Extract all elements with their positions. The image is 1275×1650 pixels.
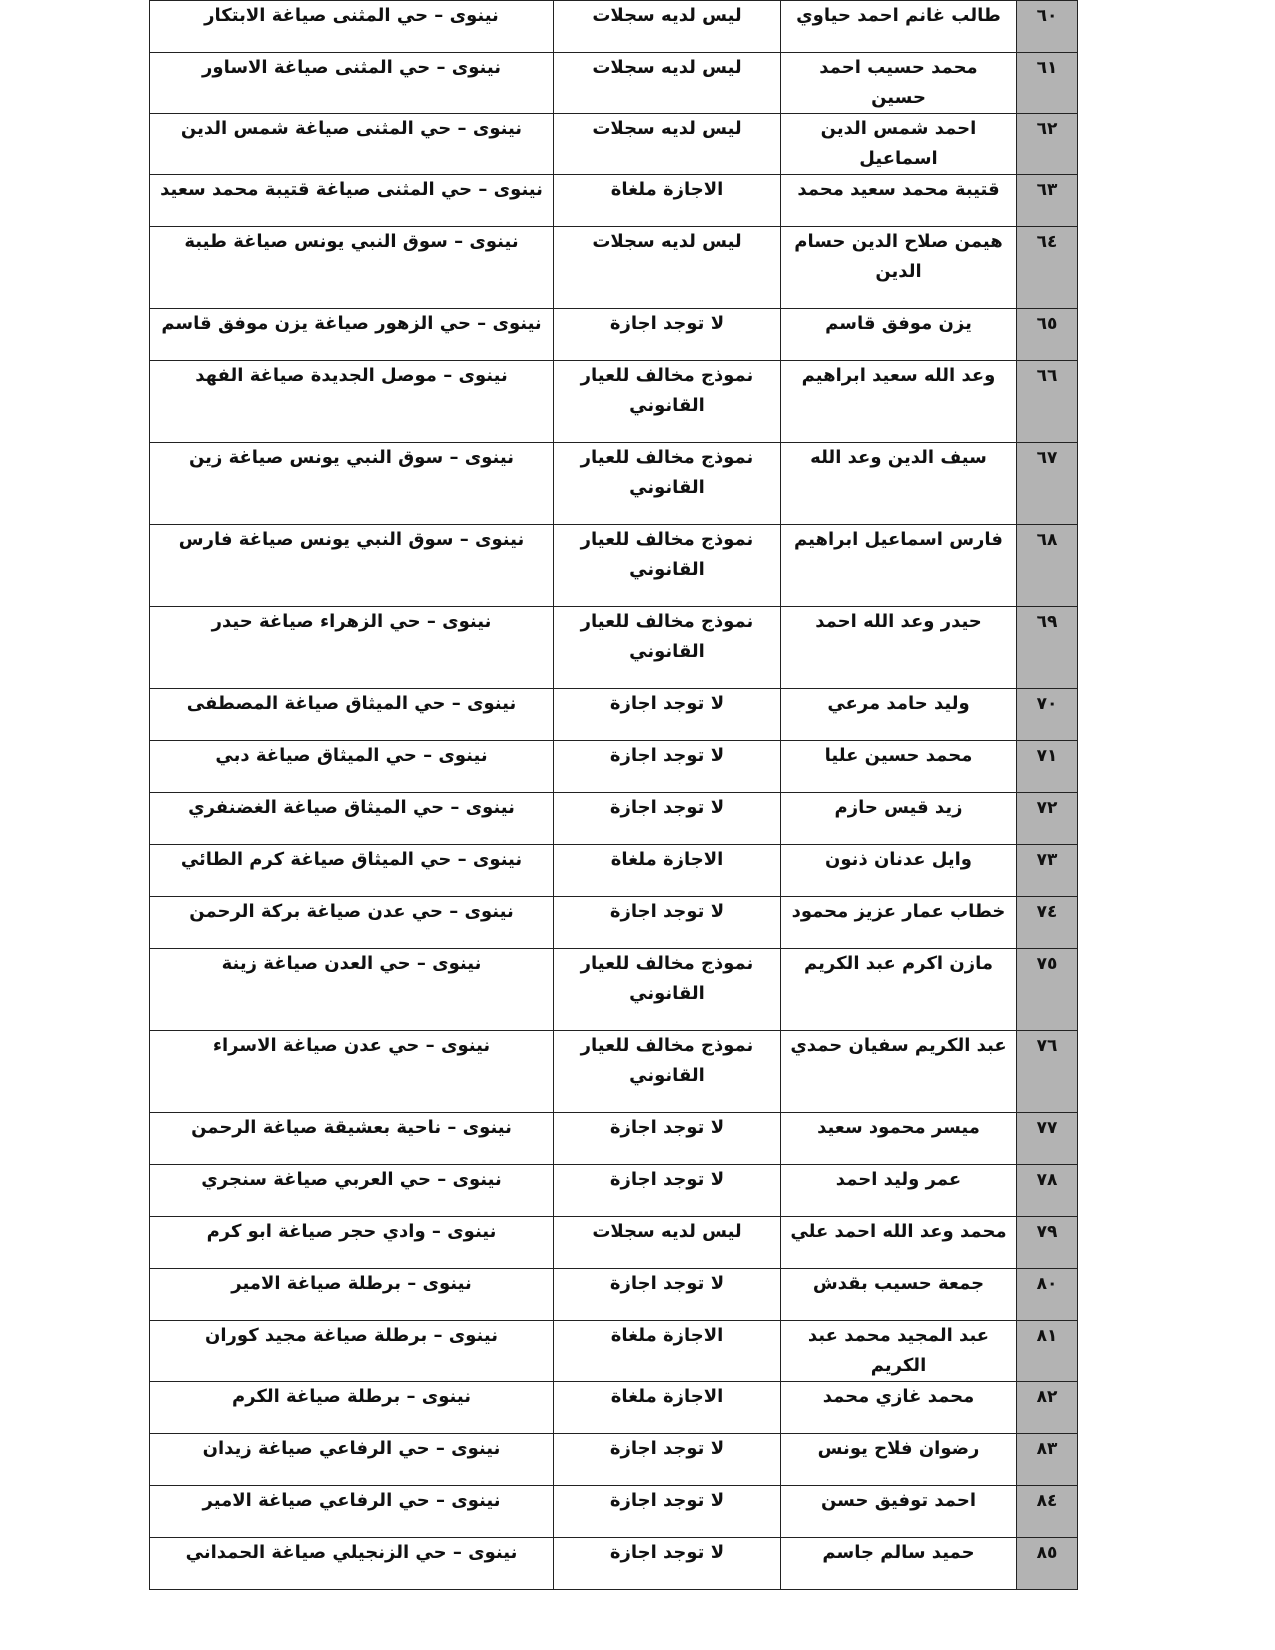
shop-location-cell: نينوى – سوق النبي يونس صياغة زين	[150, 443, 554, 525]
table-row	[150, 53, 1078, 114]
person-name-cell: حيدر وعد الله احمد	[781, 607, 1017, 689]
table-row	[150, 1031, 1078, 1113]
shop-location-cell: نينوى – حي الرفاعي صياغة الامير	[150, 1486, 554, 1538]
shop-location-cell: نينوى – حي الميثاق صياغة دبي	[150, 741, 554, 793]
shop-location-cell: نينوى – حي عدن صياغة الاسراء	[150, 1031, 554, 1113]
person-name-cell: مازن اكرم عبد الكريم	[781, 949, 1017, 1031]
shop-location-cell: نينوى – حي الزهور صياغة يزن موفق قاسم	[150, 309, 554, 361]
table-row	[150, 949, 1078, 1031]
row-number-cell: ٧٦	[1017, 1031, 1078, 1113]
person-name-cell: رضوان فلاح يونس	[781, 1434, 1017, 1486]
person-name-cell: ميسر محمود سعيد	[781, 1113, 1017, 1165]
table-row	[150, 1165, 1078, 1217]
person-name-cell: يزن موفق قاسم	[781, 309, 1017, 361]
shop-location-cell: نينوى – برطلة صياغة مجيد كوران	[150, 1321, 554, 1382]
license-status-cell: لا توجد اجازة	[554, 1269, 781, 1321]
person-name-cell: وايل عدنان ذنون	[781, 845, 1017, 897]
license-status-cell: لا توجد اجازة	[554, 897, 781, 949]
license-status-cell: لا توجد اجازة	[554, 689, 781, 741]
row-number-cell: ٦٥	[1017, 309, 1078, 361]
person-name-cell: عبد الكريم سفيان حمدي	[781, 1031, 1017, 1113]
row-number-cell: ٦٢	[1017, 114, 1078, 175]
table-row	[150, 1217, 1078, 1269]
row-number-cell: ٦٨	[1017, 525, 1078, 607]
table-row	[150, 227, 1078, 309]
row-number-cell: ٧١	[1017, 741, 1078, 793]
row-number-cell: ٦٣	[1017, 175, 1078, 227]
shop-location-cell: نينوى – حي المثنى صياغة شمس الدين	[150, 114, 554, 175]
person-name-cell: محمد حسيب احمد حسين	[781, 53, 1017, 114]
shop-location-cell: نينوى – موصل الجديدة صياغة الفهد	[150, 361, 554, 443]
person-name-cell: عمر وليد احمد	[781, 1165, 1017, 1217]
shop-location-cell: نينوى – حي الميثاق صياغة كرم الطائي	[150, 845, 554, 897]
shop-location-cell: نينوى – سوق النبي يونس صياغة طيبة	[150, 227, 554, 309]
person-name-cell: محمد وعد الله احمد علي	[781, 1217, 1017, 1269]
table-row	[150, 1, 1078, 53]
shop-location-cell: نينوى – حي الميثاق صياغة المصطفى	[150, 689, 554, 741]
person-name-cell: قتيبة محمد سعيد محمد	[781, 175, 1017, 227]
person-name-cell: محمد غازي محمد	[781, 1382, 1017, 1434]
table-row	[150, 361, 1078, 443]
license-status-cell: الاجازة ملغاة	[554, 845, 781, 897]
row-number-cell: ٧٩	[1017, 1217, 1078, 1269]
license-status-cell: نموذج مخالف للعيار القانوني	[554, 361, 781, 443]
records-table-body	[150, 1, 1078, 1590]
person-name-cell: عبد المجيد محمد عبد الكريم	[781, 1321, 1017, 1382]
row-number-cell: ٨٣	[1017, 1434, 1078, 1486]
license-status-cell: لا توجد اجازة	[554, 1434, 781, 1486]
license-status-cell: ليس لديه سجلات	[554, 1, 781, 53]
row-number-cell: ٦٠	[1017, 1, 1078, 53]
table-row	[150, 897, 1078, 949]
shop-location-cell: نينوى – ناحية بعشيقة صياغة الرحمن	[150, 1113, 554, 1165]
license-status-cell: لا توجد اجازة	[554, 1113, 781, 1165]
row-number-cell: ٦٤	[1017, 227, 1078, 309]
shop-location-cell: نينوى – حي الزنجيلي صياغة الحمداني	[150, 1538, 554, 1590]
person-name-cell: محمد حسين عليا	[781, 741, 1017, 793]
table-row	[150, 793, 1078, 845]
license-status-cell: لا توجد اجازة	[554, 793, 781, 845]
shop-location-cell: نينوى – حي العدن صياغة زينة	[150, 949, 554, 1031]
shop-location-cell: نينوى – حي الزهراء صياغة حيدر	[150, 607, 554, 689]
license-status-cell: نموذج مخالف للعيار القانوني	[554, 1031, 781, 1113]
shop-location-cell: نينوى – حي المثنى صياغة قتيبة محمد سعيد	[150, 175, 554, 227]
shop-location-cell: نينوى – حي العربي صياغة سنجري	[150, 1165, 554, 1217]
person-name-cell: احمد شمس الدين اسماعيل	[781, 114, 1017, 175]
table-row	[150, 1486, 1078, 1538]
person-name-cell: فارس اسماعيل ابراهيم	[781, 525, 1017, 607]
license-status-cell: لا توجد اجازة	[554, 741, 781, 793]
person-name-cell: احمد توفيق حسن	[781, 1486, 1017, 1538]
person-name-cell: وعد الله سعيد ابراهيم	[781, 361, 1017, 443]
table-row	[150, 741, 1078, 793]
person-name-cell: حميد سالم جاسم	[781, 1538, 1017, 1590]
shop-location-cell: نينوى – برطلة صياغة الكرم	[150, 1382, 554, 1434]
license-status-cell: الاجازة ملغاة	[554, 1321, 781, 1382]
license-status-cell: لا توجد اجازة	[554, 309, 781, 361]
shop-location-cell: نينوى – وادي حجر صياغة ابو كرم	[150, 1217, 554, 1269]
license-status-cell: نموذج مخالف للعيار القانوني	[554, 525, 781, 607]
license-status-cell: ليس لديه سجلات	[554, 1217, 781, 1269]
table-row	[150, 689, 1078, 741]
row-number-cell: ٧٢	[1017, 793, 1078, 845]
row-number-cell: ٦٧	[1017, 443, 1078, 525]
license-status-cell: نموذج مخالف للعيار القانوني	[554, 607, 781, 689]
row-number-cell: ٦١	[1017, 53, 1078, 114]
person-name-cell: هيمن صلاح الدين حسام الدين	[781, 227, 1017, 309]
table-row	[150, 1113, 1078, 1165]
row-number-cell: ٦٩	[1017, 607, 1078, 689]
table-row	[150, 1382, 1078, 1434]
person-name-cell: طالب غانم احمد حياوي	[781, 1, 1017, 53]
row-number-cell: ٦٦	[1017, 361, 1078, 443]
table-row	[150, 114, 1078, 175]
person-name-cell: وليد حامد مرعي	[781, 689, 1017, 741]
row-number-cell: ٨٥	[1017, 1538, 1078, 1590]
table-row	[150, 1321, 1078, 1382]
person-name-cell: زيد قيس حازم	[781, 793, 1017, 845]
license-status-cell: لا توجد اجازة	[554, 1165, 781, 1217]
row-number-cell: ٧٧	[1017, 1113, 1078, 1165]
table-row	[150, 1538, 1078, 1590]
shop-location-cell: نينوى – حي عدن صياغة بركة الرحمن	[150, 897, 554, 949]
person-name-cell: سيف الدين وعد الله	[781, 443, 1017, 525]
table-row	[150, 1269, 1078, 1321]
table-row	[150, 1434, 1078, 1486]
row-number-cell: ٧٨	[1017, 1165, 1078, 1217]
row-number-cell: ٧٥	[1017, 949, 1078, 1031]
license-status-cell: نموذج مخالف للعيار القانوني	[554, 949, 781, 1031]
row-number-cell: ٨١	[1017, 1321, 1078, 1382]
shop-location-cell: نينوى – حي المثنى صياغة الابتكار	[150, 1, 554, 53]
row-number-cell: ٧٠	[1017, 689, 1078, 741]
row-number-cell: ٧٤	[1017, 897, 1078, 949]
table-row	[150, 309, 1078, 361]
shop-location-cell: نينوى – حي الميثاق صياغة الغضنفري	[150, 793, 554, 845]
license-status-cell: ليس لديه سجلات	[554, 53, 781, 114]
license-status-cell: ليس لديه سجلات	[554, 227, 781, 309]
row-number-cell: ٨٤	[1017, 1486, 1078, 1538]
license-status-cell: الاجازة ملغاة	[554, 175, 781, 227]
row-number-cell: ٨٠	[1017, 1269, 1078, 1321]
license-status-cell: نموذج مخالف للعيار القانوني	[554, 443, 781, 525]
license-status-cell: الاجازة ملغاة	[554, 1382, 781, 1434]
table-row	[150, 443, 1078, 525]
person-name-cell: خطاب عمار عزيز محمود	[781, 897, 1017, 949]
table-row	[150, 525, 1078, 607]
shop-location-cell: نينوى – حي الرفاعي صياغة زيدان	[150, 1434, 554, 1486]
table-row	[150, 175, 1078, 227]
records-table	[149, 0, 1078, 1590]
table-row	[150, 607, 1078, 689]
row-number-cell: ٨٢	[1017, 1382, 1078, 1434]
row-number-cell: ٧٣	[1017, 845, 1078, 897]
shop-location-cell: نينوى – سوق النبي يونس صياغة فارس	[150, 525, 554, 607]
table-row	[150, 845, 1078, 897]
person-name-cell: جمعة حسيب بقدش	[781, 1269, 1017, 1321]
shop-location-cell: نينوى – برطلة صياغة الامير	[150, 1269, 554, 1321]
shop-location-cell: نينوى – حي المثنى صياغة الاساور	[150, 53, 554, 114]
license-status-cell: لا توجد اجازة	[554, 1486, 781, 1538]
license-status-cell: لا توجد اجازة	[554, 1538, 781, 1590]
license-status-cell: ليس لديه سجلات	[554, 114, 781, 175]
